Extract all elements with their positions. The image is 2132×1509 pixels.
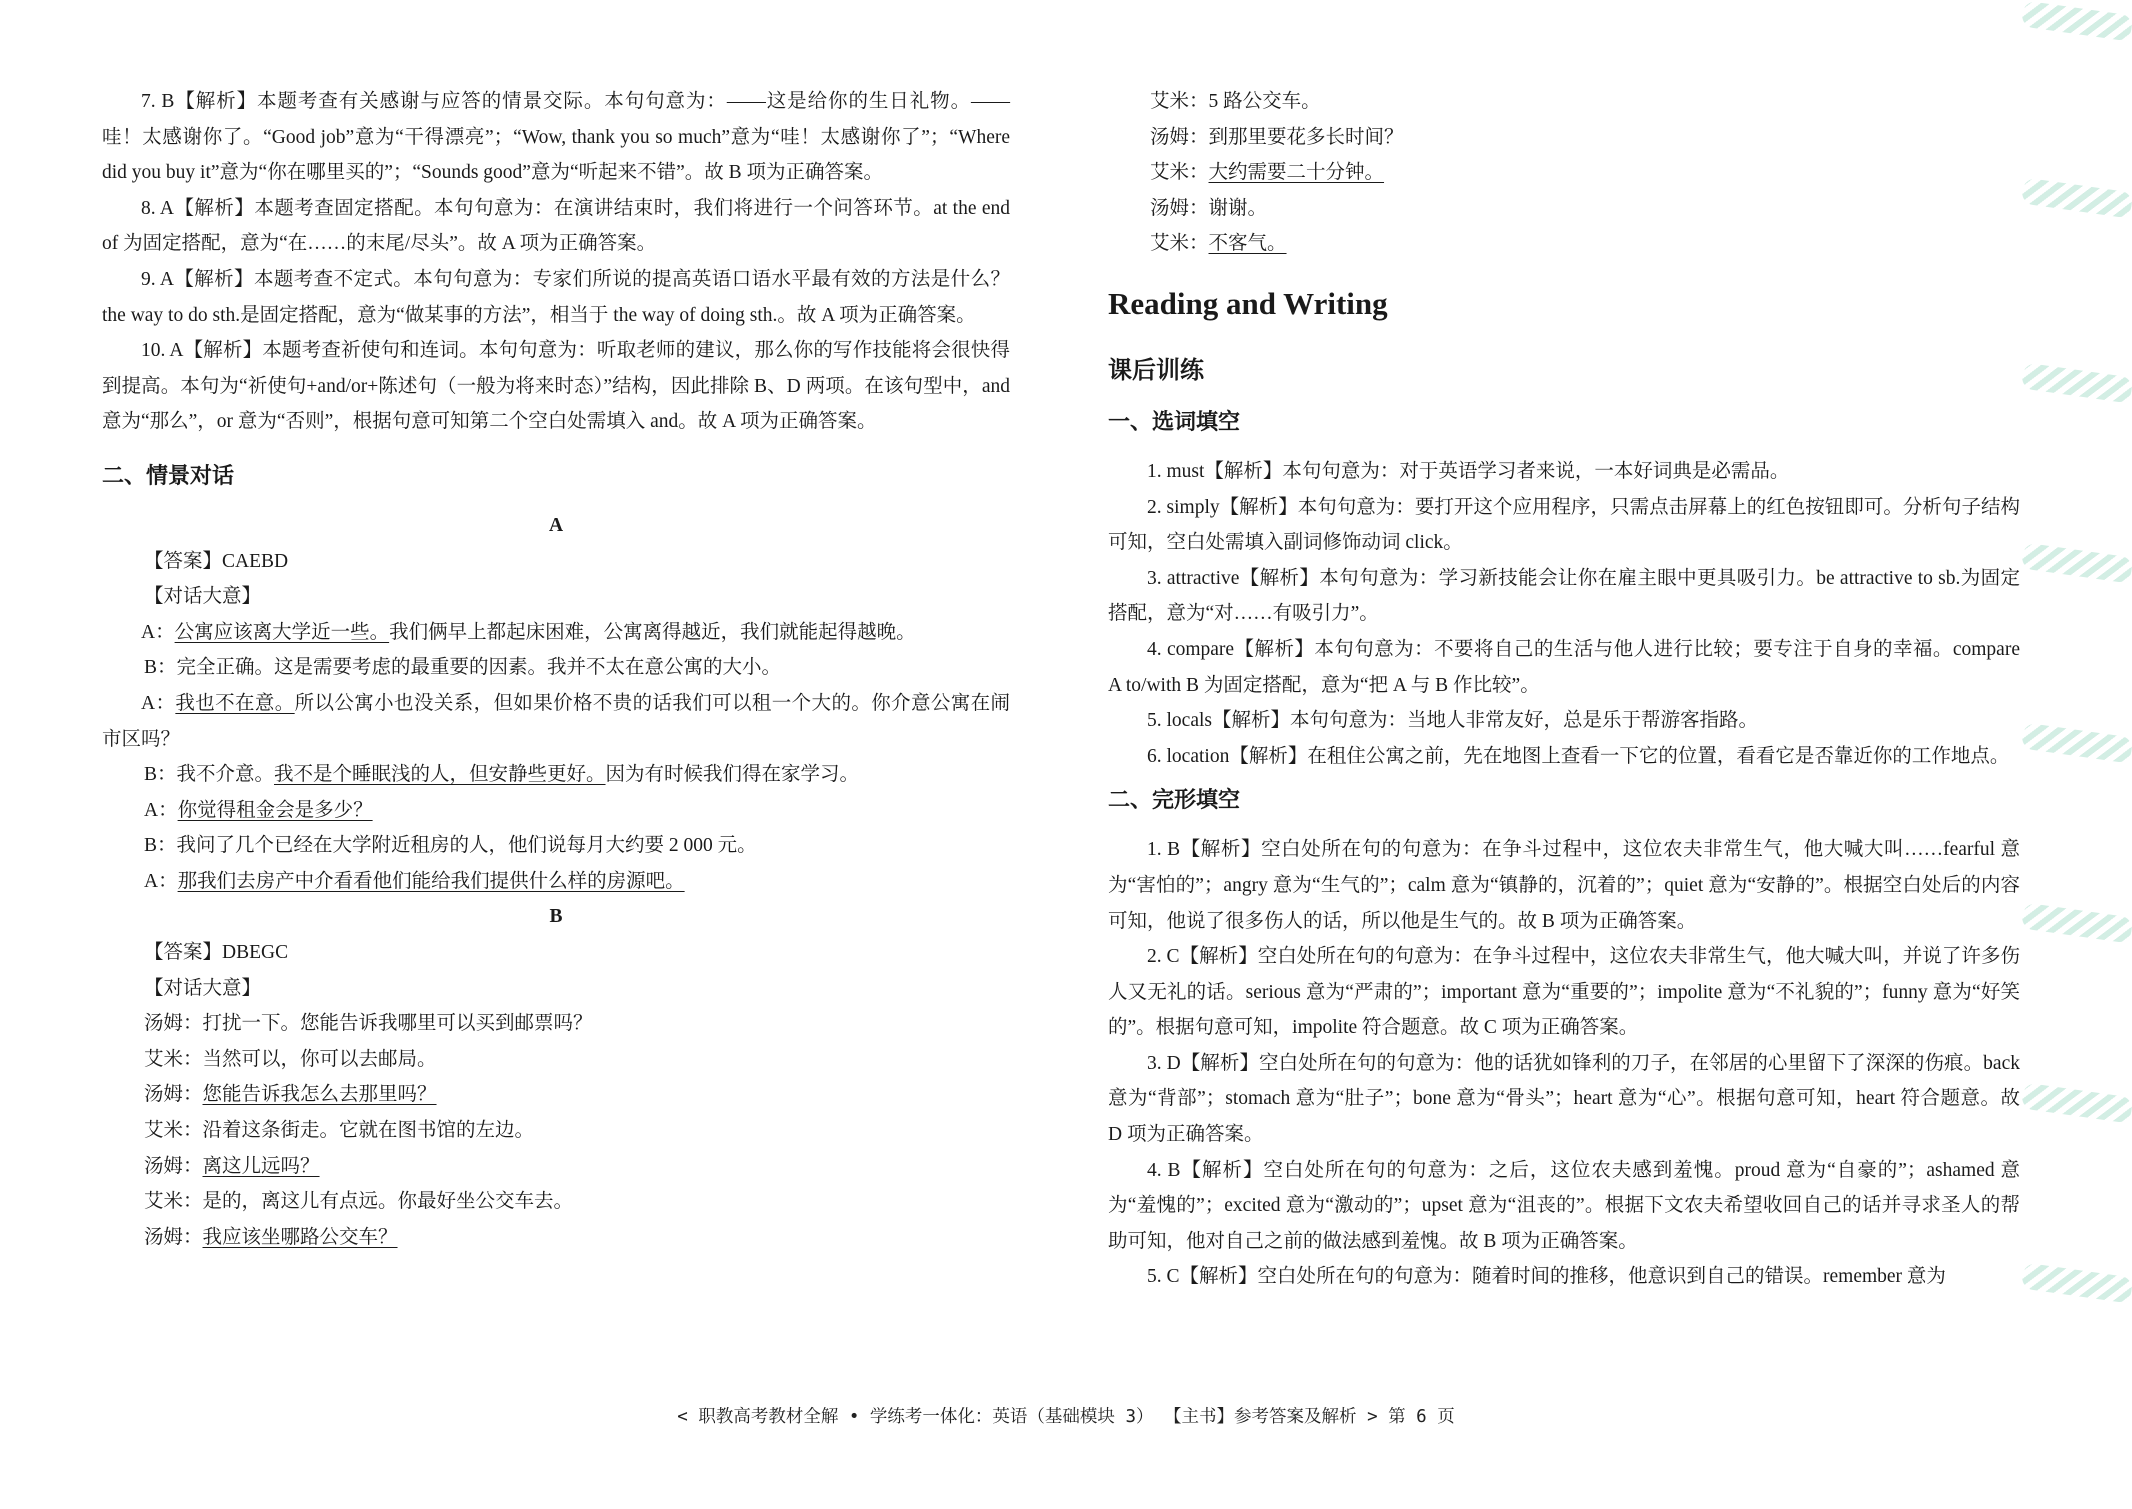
part-b-gist: 【对话大意】: [144, 977, 262, 999]
dialogue-line: B：我不介意。我不是个睡眠浅的人，但安静些更好。因为有时候我们得在家学习。: [144, 764, 860, 786]
dialogue-line: 汤姆：到那里要花多长时间？: [1150, 126, 1404, 148]
dialogue-line: B：完全正确。这是需要考虑的最重要的因素。我并不太在意公寓的大小。: [144, 657, 782, 679]
cloze-item: 3. D【解析】空白处所在句的句意为：他的话犹如锋利的刀子，在邻居的心里留下了深深的伤痕。back 意为“背部”；stomach 意为“肚子”；bone 意为“骨头”；heart 意为“心”。根据句意可知，heart 符合题意。故 D 项为正确答案。: [1108, 1052, 2020, 1146]
word-fill-item: 6. location【解析】在租住公寓之前，先在地图上查看一下它的位置，看看它是否靠近你的工作地点。: [1147, 745, 2010, 767]
dialogue-line: 汤姆：我应该坐哪路公交车？: [144, 1226, 398, 1248]
left-column: [102, 84, 1010, 1255]
dialogue-line: 汤姆：离这儿远吗？: [144, 1155, 320, 1177]
dialogue-line: A：我也不在意。所以公寓小也没关系，但如果价格不贵的话我们可以租一个大的。你介意公寓在闹市区吗？: [102, 692, 1010, 750]
word-fill-item: 4. compare【解析】本句句意为：不要将自己的生活与他人进行比较；要专注于自身的幸福。compare A to/with B 为固定搭配，意为“把 A 与 B 作比较”。: [1108, 638, 2020, 696]
dialogue-line: 艾米：是的，离这儿有点远。你最好坐公交车去。: [144, 1191, 574, 1213]
dialogue-line: 艾米：5 路公交车。: [1150, 91, 1321, 112]
section-title-cloze: 二、完形填空: [1108, 788, 1241, 814]
cloze-item: 1. B【解析】空白处所在句的句意为：在争斗过程中，这位农夫非常生气，他大喊大叫……fearful 意为“害怕的”；angry 意为“生气的”；calm 意为“镇静的，沉着的”；quiet 意为“安静的”。根据空白处后的内容可知，他说了很多伤人的话，所以他是生气的。故 B 项为正确答案。: [1108, 839, 2020, 932]
dialogue-line: A：那我们去房产中介看看他们能给我们提供什么样的房源吧。: [144, 870, 685, 892]
decorative-stripe: [2021, 1082, 2132, 1123]
decorative-stripe: [2021, 1262, 2132, 1303]
cloze-item: 5. C【解析】空白处所在句的句意为：随着时间的推移，他意识到自己的错误。remember 意为: [1147, 1266, 1946, 1288]
section-title-word-fill: 一、选词填空: [1108, 409, 1241, 435]
dialogue-line: 艾米：当然可以，你可以去邮局。: [144, 1048, 437, 1070]
cloze-item: 4. B【解析】空白处所在句的句意为：之后，这位农夫感到羞愧。proud 意为“自豪的”；ashamed 意为“羞愧的”；excited 意为“激动的”；upset 意为“沮丧的”。根据下文农夫希望收回自己的话并寻求圣人的帮助可知，他对自己之前的做法感到羞愧。故 B 项为正确答案。: [1108, 1159, 2020, 1252]
page-footer: < 职教高考教材全解 • 学练考一体化：英语（基础模块 3） 【主书】参考答案及解析 > 第 6 页: [677, 1407, 1455, 1427]
section-heading: Reading and Writing: [1108, 285, 1388, 321]
dialogue-line: 汤姆：您能告诉我怎么去那里吗？: [144, 1084, 437, 1106]
dialogue-line: 汤姆：打扰一下。您能告诉我哪里可以买到邮票吗？: [144, 1013, 593, 1035]
part-a-answer: 【答案】CAEBD: [144, 550, 289, 572]
answer-para-10: 10. A【解析】本题考查祈使句和连词。本句句意为：听取老师的建议，那么你的写作技能将会很快得到提高。本句为“祈使句+and/or+陈述句（一般为将来时态）”结构，因此排除 B、D 两项。在该句型中，and 意为“那么”，or 意为“否则”，根据句意可知第二个空白处需填入 and。故 A 项为正确答案。: [102, 340, 1010, 433]
dialogue-line: 艾米：大约需要二十分钟。: [1150, 162, 1385, 184]
dialogue-line: 汤姆：谢谢。: [1150, 197, 1268, 219]
part-b-label: B: [549, 906, 563, 928]
part-b-answer: 【答案】DBEGC: [144, 942, 289, 964]
word-fill-item: 3. attractive【解析】本句句意为：学习新技能会让你在雇主眼中更具吸引力。be attractive to sb.为固定搭配，意为“对……有吸引力”。: [1108, 567, 2020, 625]
dialogue-line: B：我问了几个已经在大学附近租房的人，他们说每月大约要 2 000 元。: [144, 835, 757, 857]
section-title-dialogue: 二、情景对话: [102, 463, 235, 489]
word-fill-item: 5. locals【解析】本句句意为：当地人非常友好，总是乐于帮游客指路。: [1147, 710, 1758, 732]
dialogue-line: 艾米：不客气。: [1150, 233, 1287, 255]
dialogue-line: A：公寓应该离大学近一些。我们俩早上都起床困难，公寓离得越近，我们就能起得越晚。: [141, 621, 916, 643]
subsection-heading: 课后训练: [1108, 355, 1204, 384]
decorative-stripe: [2021, 177, 2132, 218]
part-a-label: A: [548, 514, 564, 536]
dialogue-line: 艾米：沿着这条街走。它就在图书馆的左边。: [144, 1120, 535, 1142]
part-a-gist: 【对话大意】: [144, 586, 262, 608]
right-column: [1108, 84, 2020, 1295]
decorative-stripe: [2021, 722, 2132, 763]
cloze-item: 2. C【解析】空白处所在句的句意为：在争斗过程中，这位农夫非常生气，他大喊大叫，并说了许多伤人又无礼的话。serious 意为“严肃的”；important 意为“重要的”；impolite 意为“不礼貌的”；funny 意为“好笑的”。根据句意可知，impolite 符合题意。故 C 项为正确答案。: [1108, 946, 2020, 1039]
decorative-stripe: [2021, 902, 2132, 943]
decorative-stripe: [2021, 0, 2132, 41]
answer-para-7: 7. B【解析】本题考查有关感谢与应答的情景交际。本句句意为：——这是给你的生日礼物。——哇！太感谢你了。“Good job”意为“干得漂亮”；“Wow, thank you so much”意为“哇！太感谢你了”；“Where did you buy it”意为“你在哪里买的”；“Sounds good”意为“听起来不错”。故 B 项为正确答案。: [102, 91, 1010, 184]
decorative-stripe: [2021, 542, 2132, 583]
word-fill-item: 2. simply【解析】本句句意为：要打开这个应用程序，只需点击屏幕上的红色按钮即可。分析句子结构可知，空白处需填入副词修饰动词 click。: [1108, 496, 2020, 554]
word-fill-item: 1. must【解析】本句句意为：对于英语学习者来说，一本好词典是必需品。: [1147, 460, 1790, 482]
decorative-stripe: [2021, 362, 2132, 403]
answer-para-9: 9. A【解析】本题考查不定式。本句句意为：专家们所说的提高英语口语水平最有效的方法是什么？the way to do sth.是固定搭配，意为“做某事的方法”，相当于 the way of doing sth.。故 A 项为正确答案。: [102, 268, 1010, 326]
dialogue-line: A：你觉得租金会是多少？: [144, 799, 373, 821]
answer-para-8: 8. A【解析】本题考查固定搭配。本句句意为：在演讲结束时，我们将进行一个问答环节。at the end of 为固定搭配，意为“在……的末尾/尽头”。故 A 项为正确答案。: [102, 197, 1010, 255]
